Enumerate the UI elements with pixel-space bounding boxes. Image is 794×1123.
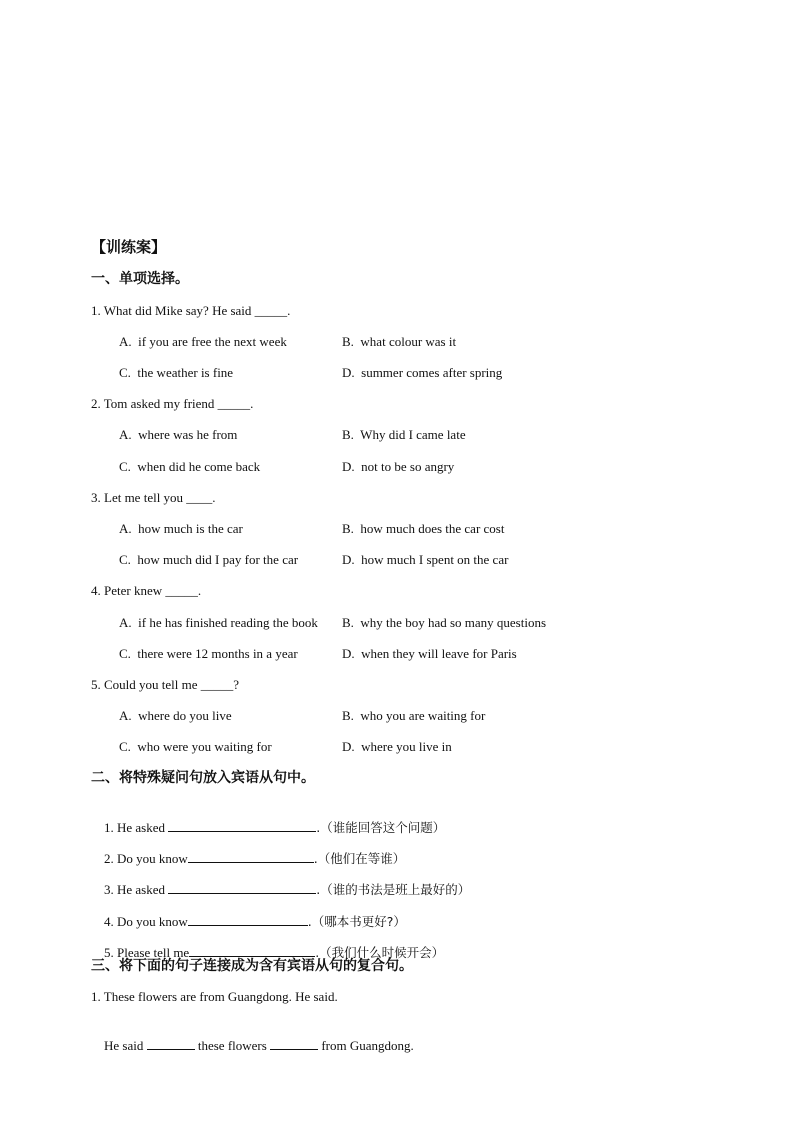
question-3-option-b: B. how much does the car cost — [342, 521, 505, 536]
answer-blank[interactable] — [188, 913, 308, 926]
question-4-option-a: A. if he has finished reading the book — [119, 615, 318, 630]
answer-blank[interactable] — [188, 850, 314, 863]
answer-text-part3: from Guangdong. — [318, 1038, 414, 1053]
answer-text-part1: He said — [104, 1038, 147, 1053]
question-1-option-c: C. the weather is fine — [119, 365, 234, 380]
question-2-option-b: B. Why did I came late — [342, 427, 466, 442]
answer-blank[interactable] — [189, 944, 315, 957]
question-5-option-a: A. where do you live — [119, 708, 232, 723]
section2-item-5-prefix: 5. Please tell me — [104, 945, 190, 960]
question-4-option-d: D. when they will leave for Paris — [342, 646, 517, 661]
section2-item-3-hint: .（谁的书法是班上最好的） — [316, 882, 471, 897]
section2-heading: 二、将特殊疑问句放入宾语从句中。 — [91, 770, 315, 786]
answer-blank[interactable] — [168, 819, 316, 832]
question-2-option-c: C. when did he come back — [119, 459, 261, 474]
question-2-option-d: D. not to be so angry — [342, 459, 455, 474]
question-4-option-b: B. why the boy had so many questions — [342, 615, 547, 630]
question-5-option-c: C. who were you waiting for — [119, 739, 272, 754]
question-4-stem: 4. Peter knew _____. — [91, 583, 202, 598]
question-5-stem: 5. Could you tell me _____? — [91, 677, 240, 692]
question-1-option-b: B. what colour was it — [342, 334, 457, 349]
question-5-option-d: D. where you live in — [342, 739, 452, 754]
section2-item-3-prefix: 3. He asked — [104, 882, 169, 897]
question-3-option-c: C. how much did I pay for the car — [119, 552, 299, 567]
question-5-option-b: B. who you are waiting for — [342, 708, 486, 723]
answer-blank[interactable] — [168, 881, 316, 894]
question-1-option-a: A. if you are free the next week — [119, 334, 287, 349]
question-3-option-d: D. how much I spent on the car — [342, 552, 509, 567]
question-3-option-a: A. how much is the car — [119, 521, 243, 536]
section1-heading: 一、单项选择。 — [91, 271, 189, 287]
question-1-stem: 1. What did Mike say? He said _____. — [91, 303, 291, 318]
section2-item-1-hint: .（谁能回答这个问题） — [316, 820, 446, 835]
answer-blank[interactable] — [147, 1037, 195, 1050]
section2-item-5-hint: .（我们什么时候开会） — [315, 945, 445, 960]
question-2-stem: 2. Tom asked my friend _____. — [91, 396, 254, 411]
section2-item-2-hint: .（他们在等谁） — [313, 851, 406, 866]
section3-answer-1 — [91, 1019, 414, 1073]
question-1-option-d: D. summer comes after spring — [342, 365, 503, 380]
question-2-option-a: A. where was he from — [119, 427, 238, 442]
section2-item-1-prefix: 1. He asked — [104, 820, 169, 835]
section3-question-1: 1. These flowers are from Guangdong. He said. — [91, 989, 338, 1004]
section2-item-4-prefix: 4. Do you know — [104, 914, 188, 929]
answer-text-part2: these flowers — [194, 1038, 271, 1053]
section3-heading: 三、将下面的句子连接成为含有宾语从句的复合句。 — [91, 958, 413, 974]
question-3-stem: 3. Let me tell you ____. — [91, 490, 216, 505]
section2-item-2-prefix: 2. Do you know — [104, 851, 188, 866]
answer-blank[interactable] — [270, 1037, 318, 1050]
question-4-option-c: C. there were 12 months in a year — [119, 646, 298, 661]
section2-item-4-hint: .（哪本书更好?） — [307, 914, 406, 929]
worksheet-title: 【训练案】 — [91, 238, 167, 256]
